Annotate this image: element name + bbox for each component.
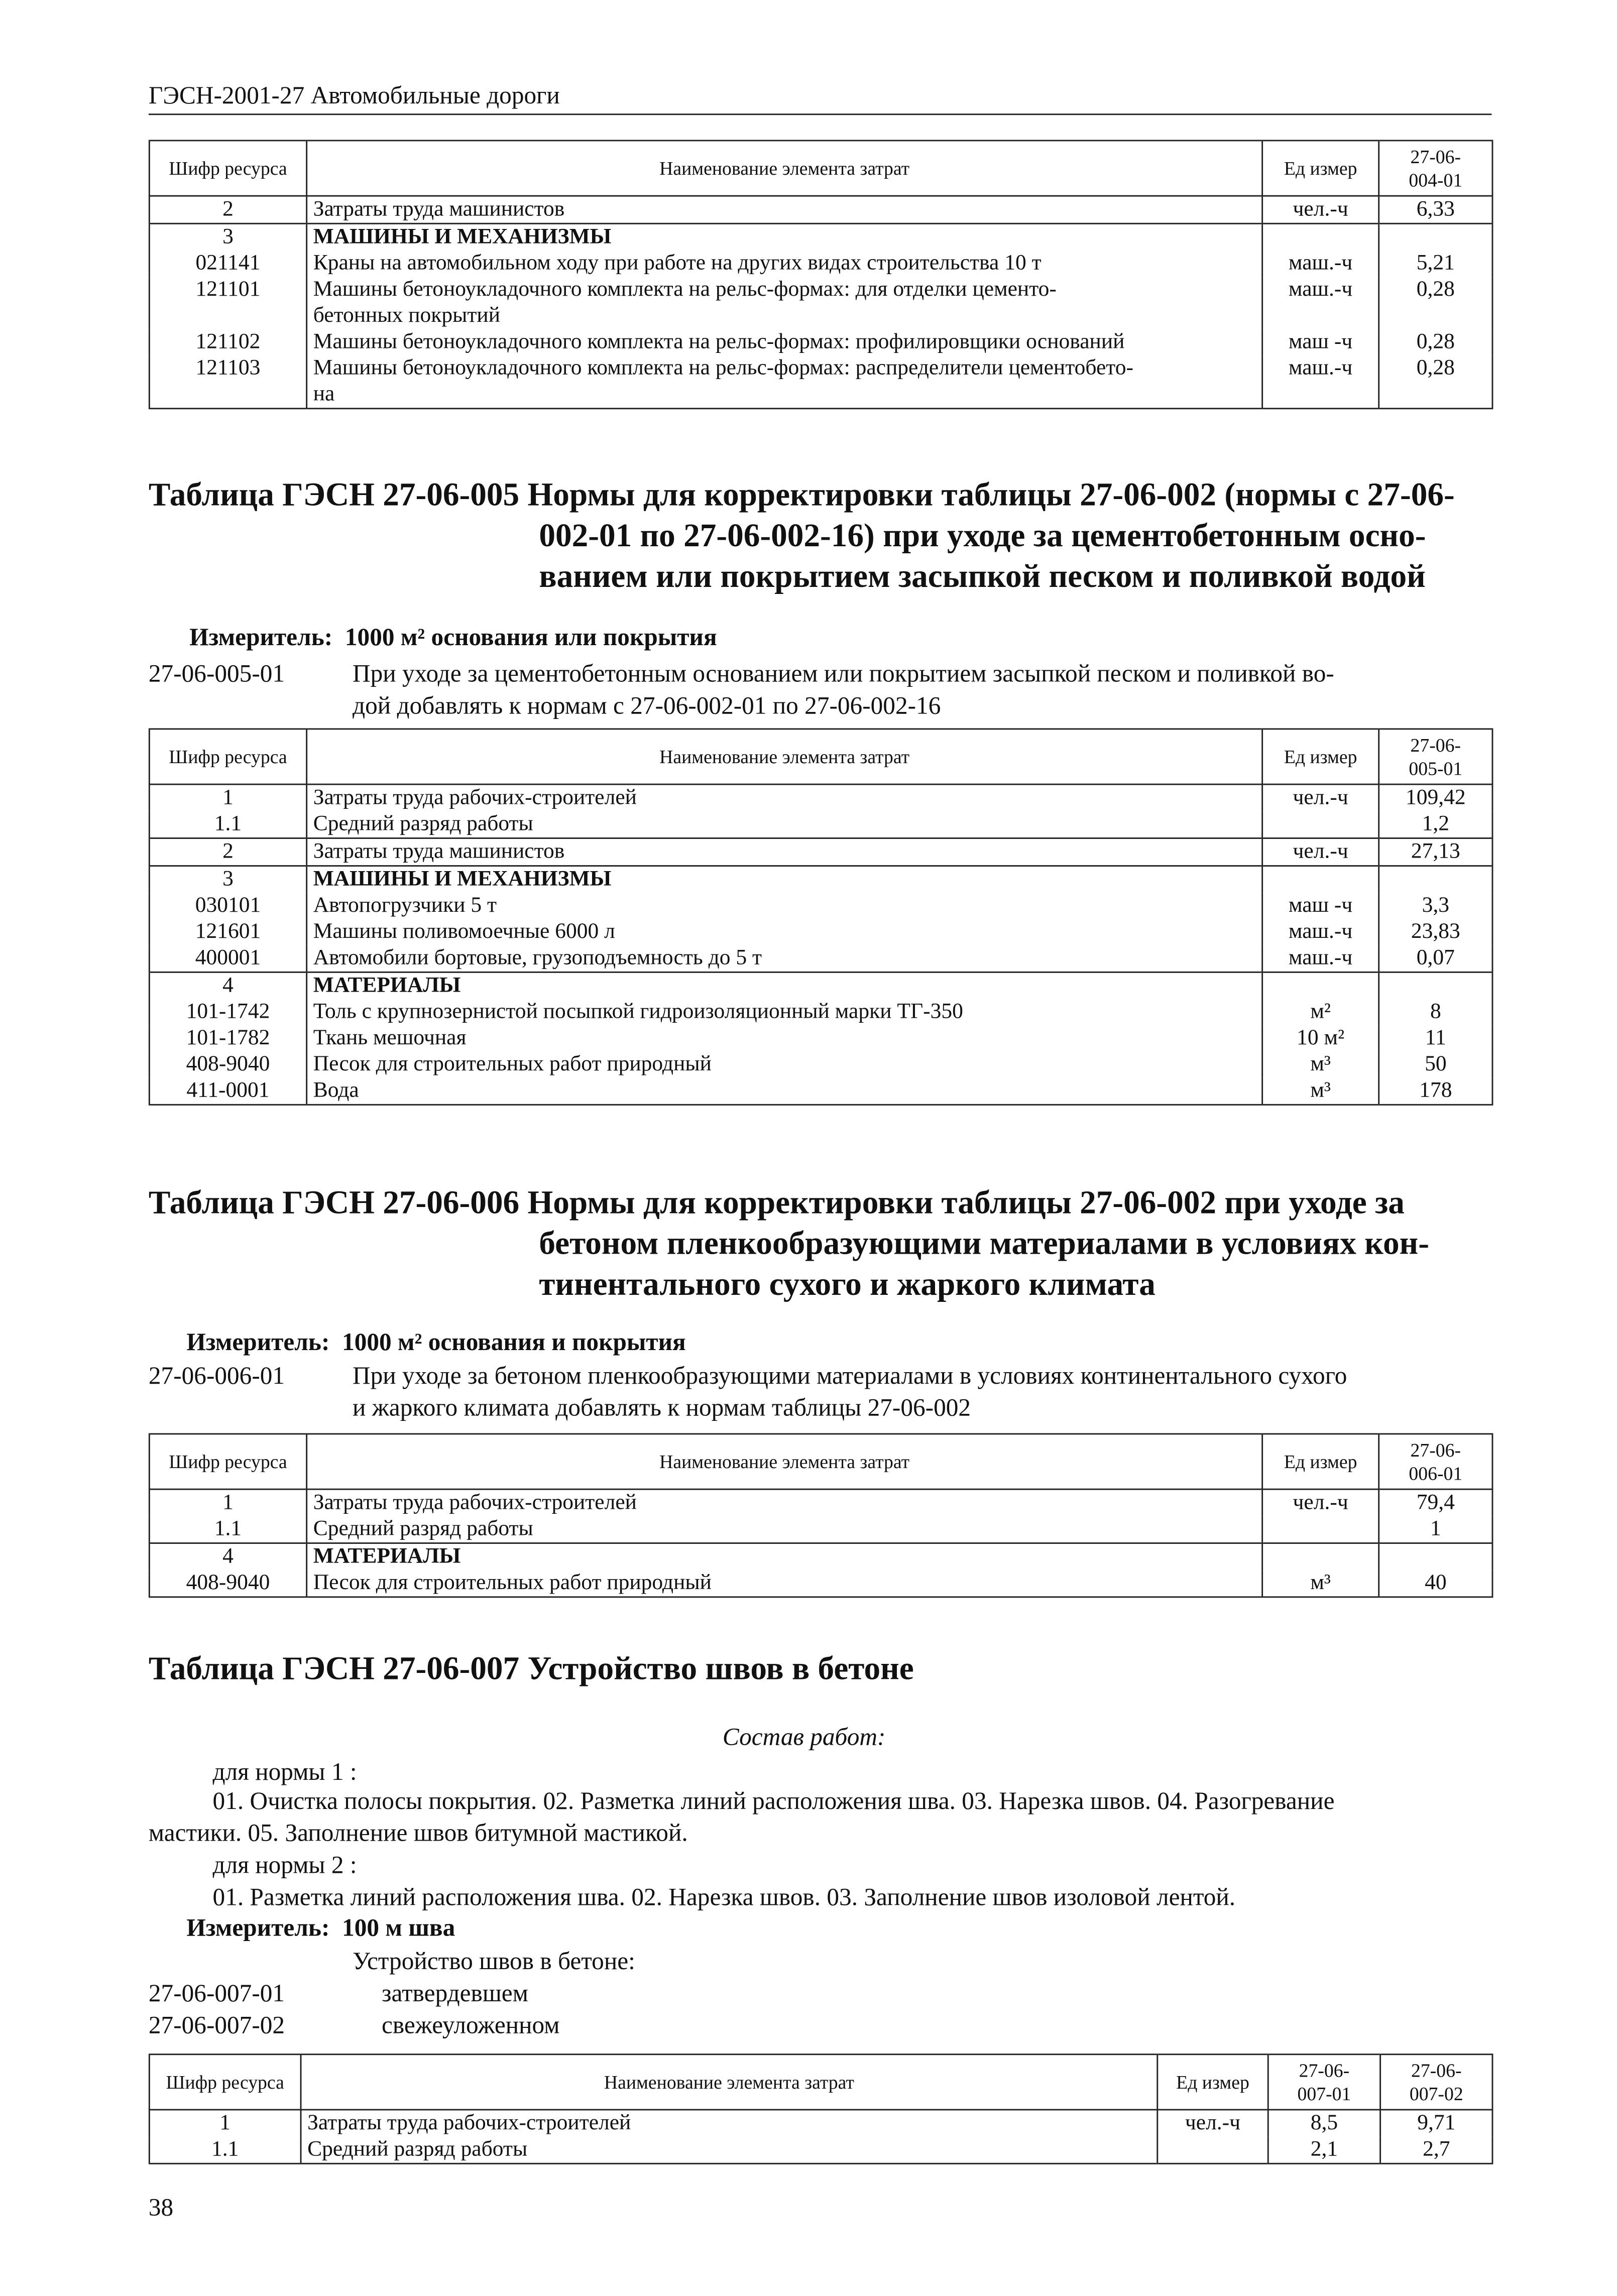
col-header-norm: 27-06- 005-01	[1379, 729, 1492, 784]
section-006-norm-code: 27-06-006-01	[148, 1362, 285, 1390]
section-005-title: Таблица ГЭСН 27-06-005 Нормы для корректировки таблицы 27-06-002 (нормы с 27-06- 002-01 по 27-06-002-16) при уходе за цементобетонным осно- ванием или покрытием засыпкой песком и поливкой водой	[148, 476, 1455, 594]
resource-table-004	[149, 140, 1493, 409]
table-row: 408-9040 Песок для строительных работ природный м³ 40	[149, 1570, 1492, 1597]
table-row: 3 МАШИНЫ И МЕХАНИЗМЫ	[149, 866, 1492, 893]
table-row: 400001 Автомобили бортовые, грузоподъемность до 5 т маш.-ч 0,07	[149, 945, 1492, 973]
device-heading: Устройство швов в бетоне:	[353, 1947, 635, 1975]
col-header-code: Шифр ресурса	[149, 729, 306, 784]
norm1-work-text: 01. Очистка полосы покрытия. 02. Разметка линий расположения шва. 03. Нарезка швов. 04. Разогревание мастики. 05. Заполнение швов битумной мастикой.	[148, 1787, 1335, 1847]
col-header-code: Шифр ресурса	[149, 141, 306, 196]
norm-a-code: 27-06-007-01	[148, 1979, 285, 2007]
section-007-title: Таблица ГЭСН 27-06-007 Устройство швов в бетоне	[148, 1650, 914, 1687]
table-row: 101-1742 Толь с крупнозернистой посыпкой гидроизоляционный марки ТГ-350 м² 8	[149, 999, 1492, 1025]
resource-table-005	[149, 728, 1493, 1105]
resource-table-006	[149, 1433, 1493, 1598]
col-header-unit: Ед измер	[1158, 2055, 1268, 2110]
section-006-title: Таблица ГЭСН 27-06-006 Нормы для корректировки таблицы 27-06-002 при уходе за бетоном пленкообразующими материалами в условиях кон- тинентального сухого и жаркого климата	[148, 1184, 1429, 1302]
table-row: 121601 Машины поливомоечные 6000 л маш.-ч 23,83	[149, 919, 1492, 945]
table-row: 121103 Машины бетоноукладочного комплекта на рельс-формах: распределители цементобето- на маш.-ч 0,28	[149, 355, 1492, 409]
col-header-unit: Ед измер	[1262, 141, 1379, 196]
col-header-code: Шифр ресурса	[149, 1434, 306, 1489]
table-row: 1 Затраты труда рабочих-строителей чел.-ч 8,5 9,71	[149, 2110, 1492, 2137]
col-header-name: Наименование элемента затрат	[307, 141, 1262, 196]
table-row: 1.1 Средний разряд работы 2,1 2,7	[149, 2137, 1492, 2164]
resource-table-007	[149, 2053, 1493, 2164]
work-composition-heading: Состав работ:	[722, 1723, 886, 1751]
norm-a-text: затвердевшем	[382, 1979, 528, 2007]
table-row: 1.1 Средний разряд работы 1,2	[149, 811, 1492, 838]
norm2-work-text: 01. Разметка линий расположения шва. 02. Нарезка швов. 03. Заполнение швов изоловой лентой.	[212, 1883, 1236, 1911]
norm-b-text: свежеуложенном	[382, 2011, 560, 2039]
col-header-name: Наименование элемента затрат	[307, 1434, 1262, 1489]
section-005-norm-code: 27-06-005-01	[148, 660, 285, 688]
table-row: 411-0001 Вода м³ 178	[149, 1078, 1492, 1105]
col-header-unit: Ед измер	[1262, 729, 1379, 784]
table-row: 121102 Машины бетоноукладочного комплекта на рельс-формах: профилировщики оснований маш -ч 0,28	[149, 329, 1492, 355]
norm-b-code: 27-06-007-02	[148, 2011, 285, 2039]
col-header-norm: 27-06- 006-01	[1379, 1434, 1492, 1489]
table-row: 030101 Автопогрузчики 5 т маш -ч 3,3	[149, 893, 1492, 919]
col-header-code: Шифр ресурса	[149, 2055, 301, 2110]
table-row: 4 МАТЕРИАЛЫ	[149, 972, 1492, 999]
norm2-label: для нормы 2 :	[212, 1851, 357, 1879]
col-header-norm-2: 27-06- 007-02	[1380, 2055, 1492, 2110]
page-number: 38	[148, 2193, 174, 2221]
table-row: 101-1782 Ткань мешочная 10 м² 11	[149, 1025, 1492, 1051]
table-row: 121101 Машины бетоноукладочного комплекта на рельс-формах: для отделки цементо- бетонных покрытий маш.-ч 0,28	[149, 277, 1492, 329]
table-row: 2 Затраты труда машинистов чел.-ч 6,33	[149, 196, 1492, 223]
col-header-unit: Ед измер	[1262, 1434, 1379, 1489]
col-header-norm: 27-06- 004-01	[1379, 141, 1492, 196]
table-row: 2 Затраты труда машинистов чел.-ч 27,13	[149, 838, 1492, 866]
page-header: ГЭСН-2001-27 Автомобильные дороги	[149, 81, 1492, 115]
col-header-name: Наименование элемента затрат	[307, 729, 1262, 784]
section-007-measure: Измеритель: 100 м шва	[186, 1913, 455, 1942]
table-row: 3 МАШИНЫ И МЕХАНИЗМЫ	[149, 223, 1492, 251]
norm1-label: для нормы 1 :	[212, 1758, 357, 1786]
table-row: 1 Затраты труда рабочих-строителей чел.-ч 109,42	[149, 784, 1492, 811]
table-row: 1.1 Средний разряд работы 1	[149, 1516, 1492, 1543]
section-006-measure: Измеритель: 1000 м² основания и покрытия	[186, 1328, 686, 1356]
table-row: 408-9040 Песок для строительных работ природный м³ 50	[149, 1051, 1492, 1077]
table-row: 1 Затраты труда рабочих-строителей чел.-ч 79,4	[149, 1489, 1492, 1516]
col-header-norm-1: 27-06- 007-01	[1268, 2055, 1380, 2110]
section-006-norm-text: При уходе за бетоном пленкообразующими материалами в условиях континентального сухого и жаркого климата добавлять к нормам таблицы 27-06-002	[353, 1362, 1347, 1422]
table-row: 021141 Краны на автомобильном ходу при работе на других видах строительства 10 т маш.-ч 5,21	[149, 251, 1492, 277]
section-005-norm-text: При уходе за цементобетонным основанием или покрытием засыпкой песком и поливкой во- дой добавлять к нормам с 27-06-002-01 по 27-06-002-16	[353, 660, 1334, 720]
col-header-name: Наименование элемента затрат	[301, 2055, 1158, 2110]
section-005-measure: Измеритель: 1000 м² основания или покрытия	[189, 623, 717, 651]
table-row: 4 МАТЕРИАЛЫ	[149, 1543, 1492, 1570]
